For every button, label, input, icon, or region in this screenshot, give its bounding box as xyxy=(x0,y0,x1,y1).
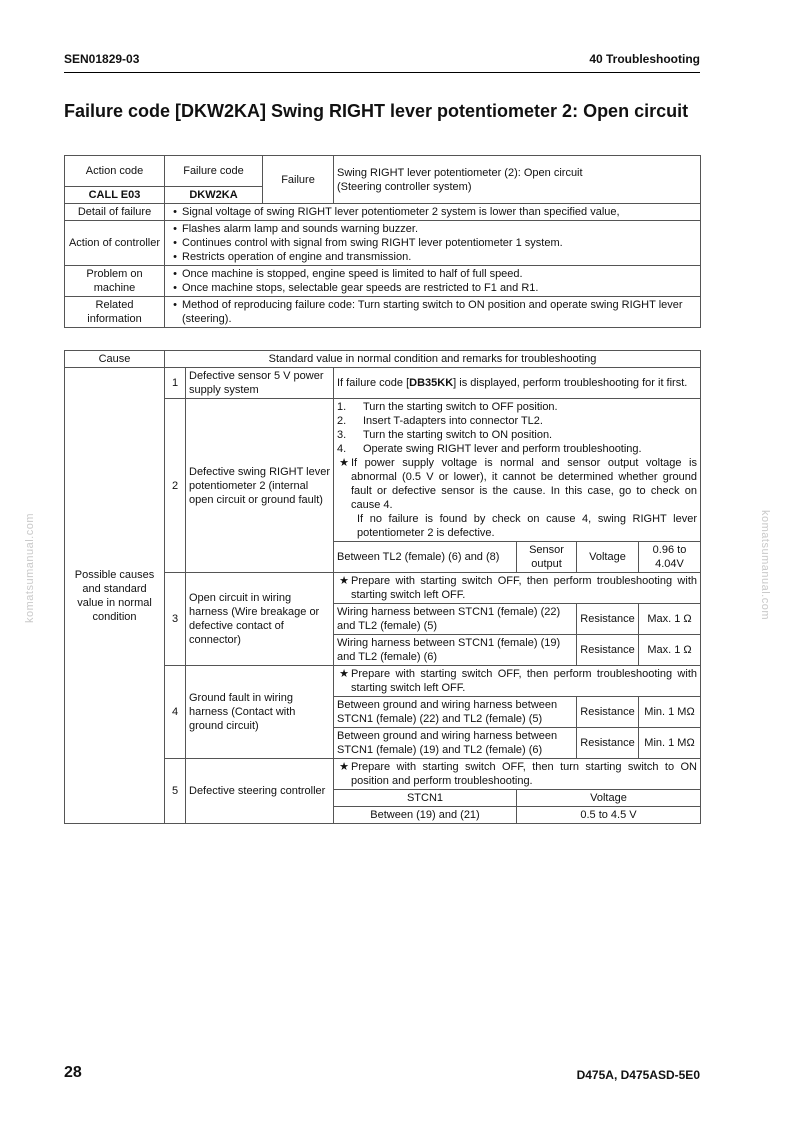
cause-description: Open circuit in wiring harness (Wire breakage or defective contact of connector) xyxy=(186,573,334,666)
action-code-label: Action code xyxy=(65,156,165,187)
model-name: D475A, D475ASD-5E0 xyxy=(576,1068,700,1082)
bullet: • xyxy=(173,299,177,311)
measurement-location: Between TL2 (female) (6) and (8) xyxy=(334,542,517,573)
problem-item: Once machine is stopped, engine speed is limited to half of full speed. xyxy=(182,268,523,280)
bullet: • xyxy=(173,223,177,235)
measurement-item: Resistance xyxy=(577,728,639,759)
measurement-value: 0.96 to 4.04V xyxy=(639,542,701,573)
document-code: SEN01829-03 xyxy=(64,52,140,66)
failure-label: Failure xyxy=(263,156,334,204)
failure-code-label: Failure code xyxy=(165,156,263,187)
measurement-value: 0.5 to 4.5 V xyxy=(517,807,701,824)
measurement-kind: Voltage xyxy=(577,542,639,573)
measurement-location: Between (19) and (21) xyxy=(334,807,517,824)
cause-number: 3 xyxy=(165,573,186,666)
cause-note xyxy=(334,759,701,790)
action-label: Action of controller xyxy=(65,221,165,266)
step-number: 4. xyxy=(337,443,347,455)
bullet: • xyxy=(173,237,177,249)
bullet: • xyxy=(173,251,177,263)
possible-causes-label: Possible causes and standard value in normal condition xyxy=(65,368,165,824)
measurement-location: Between ground and wiring harness between STCN1 (female) (22) and TL2 (female) (5) xyxy=(334,697,577,728)
bullet: • xyxy=(173,282,177,294)
measurement-value: Min. 1 MΩ xyxy=(639,697,701,728)
note-text: Prepare with starting switch OFF, then perform troubleshooting with starting switch left OFF. xyxy=(351,668,697,694)
action-code-value: CALL E03 xyxy=(65,187,165,204)
failure-code-value: DKW2KA xyxy=(165,187,263,204)
measurement-value: Min. 1 MΩ xyxy=(639,728,701,759)
related-label: Related information xyxy=(65,297,165,328)
action-item: Restricts operation of engine and transmission. xyxy=(182,251,412,263)
failure-code-ref: DB35KK xyxy=(409,377,454,389)
cause-remark xyxy=(334,368,701,399)
voltage-column-header: Voltage xyxy=(517,790,701,807)
failure-info-table xyxy=(64,155,701,328)
cause-note xyxy=(334,666,701,697)
measurement-item: Sensor output xyxy=(517,542,577,573)
connector-column-header: STCN1 xyxy=(334,790,517,807)
step-text: Operate swing RIGHT lever and perform troubleshooting. xyxy=(363,443,642,455)
cause-number: 4 xyxy=(165,666,186,759)
cause-header: Cause xyxy=(65,351,165,368)
measurement-item: Resistance xyxy=(577,604,639,635)
step-number: 1. xyxy=(337,401,347,413)
standard-header: Standard value in normal condition and remarks for troubleshooting xyxy=(165,351,701,368)
step-text: Turn the starting switch to ON position. xyxy=(363,429,553,441)
failure-description xyxy=(334,156,701,204)
measurement-location: Wiring harness between STCN1 (female) (19) and TL2 (female) (6) xyxy=(334,635,577,666)
cause-description: Ground fault in wiring harness (Contact with ground circuit) xyxy=(186,666,334,759)
causes-table xyxy=(64,350,701,824)
step-number: 3. xyxy=(337,429,347,441)
watermark-left: komatsumanual.com xyxy=(24,513,36,623)
note-text: If power supply voltage is normal and sensor output voltage is abnormal (0.5 V or lower), it cannot be determined whether ground fault or defective sensor is the cause. In this case, go to check on cause 4. xyxy=(351,457,697,511)
note-text: Prepare with starting switch OFF, then perform troubleshooting with starting switch left OFF. xyxy=(351,575,697,601)
header-rule xyxy=(64,72,700,73)
bullet: • xyxy=(173,206,177,218)
failure-description-line: Swing RIGHT lever potentiometer (2): Open circuit xyxy=(337,166,583,179)
step-number: 2. xyxy=(337,415,347,427)
measurement-item: Resistance xyxy=(577,697,639,728)
problem-cell xyxy=(165,266,701,297)
related-text: Method of reproducing failure code: Turn starting switch to ON position and operate swing RIGHT lever (steering). xyxy=(182,299,683,325)
cause-description: Defective steering controller xyxy=(186,759,334,824)
star-icon: ★ xyxy=(339,457,349,469)
cause-description: Defective swing RIGHT lever potentiometer 2 (internal open circuit or ground fault) xyxy=(186,399,334,573)
step-text: Turn the starting switch to OFF position. xyxy=(363,401,558,413)
section-title: 40 Troubleshooting xyxy=(589,52,700,66)
star-icon: ★ xyxy=(339,761,349,773)
note-text: Prepare with starting switch OFF, then turn starting switch to ON position and perform troubleshooting. xyxy=(351,761,697,787)
cause-note xyxy=(334,573,701,604)
star-icon: ★ xyxy=(339,668,349,680)
detail-cell xyxy=(165,204,701,221)
detail-text: Signal voltage of swing RIGHT lever potentiometer 2 system is lower than specified value, xyxy=(182,206,620,218)
problem-label: Problem on machine xyxy=(65,266,165,297)
troubleshooting-steps xyxy=(334,399,701,542)
bullet: • xyxy=(173,268,177,280)
cause-number: 5 xyxy=(165,759,186,824)
cause-number: 1 xyxy=(165,368,186,399)
measurement-value: Max. 1 Ω xyxy=(639,604,701,635)
measurement-location: Between ground and wiring harness between STCN1 (female) (19) and TL2 (female) (6) xyxy=(334,728,577,759)
related-cell xyxy=(165,297,701,328)
page-title: Failure code [DKW2KA] Swing RIGHT lever potentiometer 2: Open circuit xyxy=(64,101,689,121)
action-item: Flashes alarm lamp and sounds warning buzzer. xyxy=(182,223,419,235)
remark-text: ] is displayed, perform troubleshooting for it first. xyxy=(453,377,688,389)
step-text: Insert T-adapters into connector TL2. xyxy=(363,415,543,427)
page-number: 28 xyxy=(64,1064,82,1081)
measurement-item: Resistance xyxy=(577,635,639,666)
measurement-value: Max. 1 Ω xyxy=(639,635,701,666)
star-icon: ★ xyxy=(339,575,349,587)
action-item: Continues control with signal from swing RIGHT lever potentiometer 1 system. xyxy=(182,237,563,249)
measurement-location: Wiring harness between STCN1 (female) (22) and TL2 (female) (5) xyxy=(334,604,577,635)
cause-description: Defective sensor 5 V power supply system xyxy=(186,368,334,399)
note-text: If no failure is found by check on cause 4, swing RIGHT lever potentiometer 2 is defective. xyxy=(357,513,697,539)
cause-number: 2 xyxy=(165,399,186,573)
remark-text: If failure code [ xyxy=(337,377,410,389)
action-cell xyxy=(165,221,701,266)
problem-item: Once machine stops, selectable gear speeds are restricted to F1 and R1. xyxy=(182,282,539,294)
detail-label: Detail of failure xyxy=(65,204,165,221)
failure-system-line: (Steering controller system) xyxy=(337,180,472,193)
watermark-right: komatsumanual.com xyxy=(759,510,771,620)
